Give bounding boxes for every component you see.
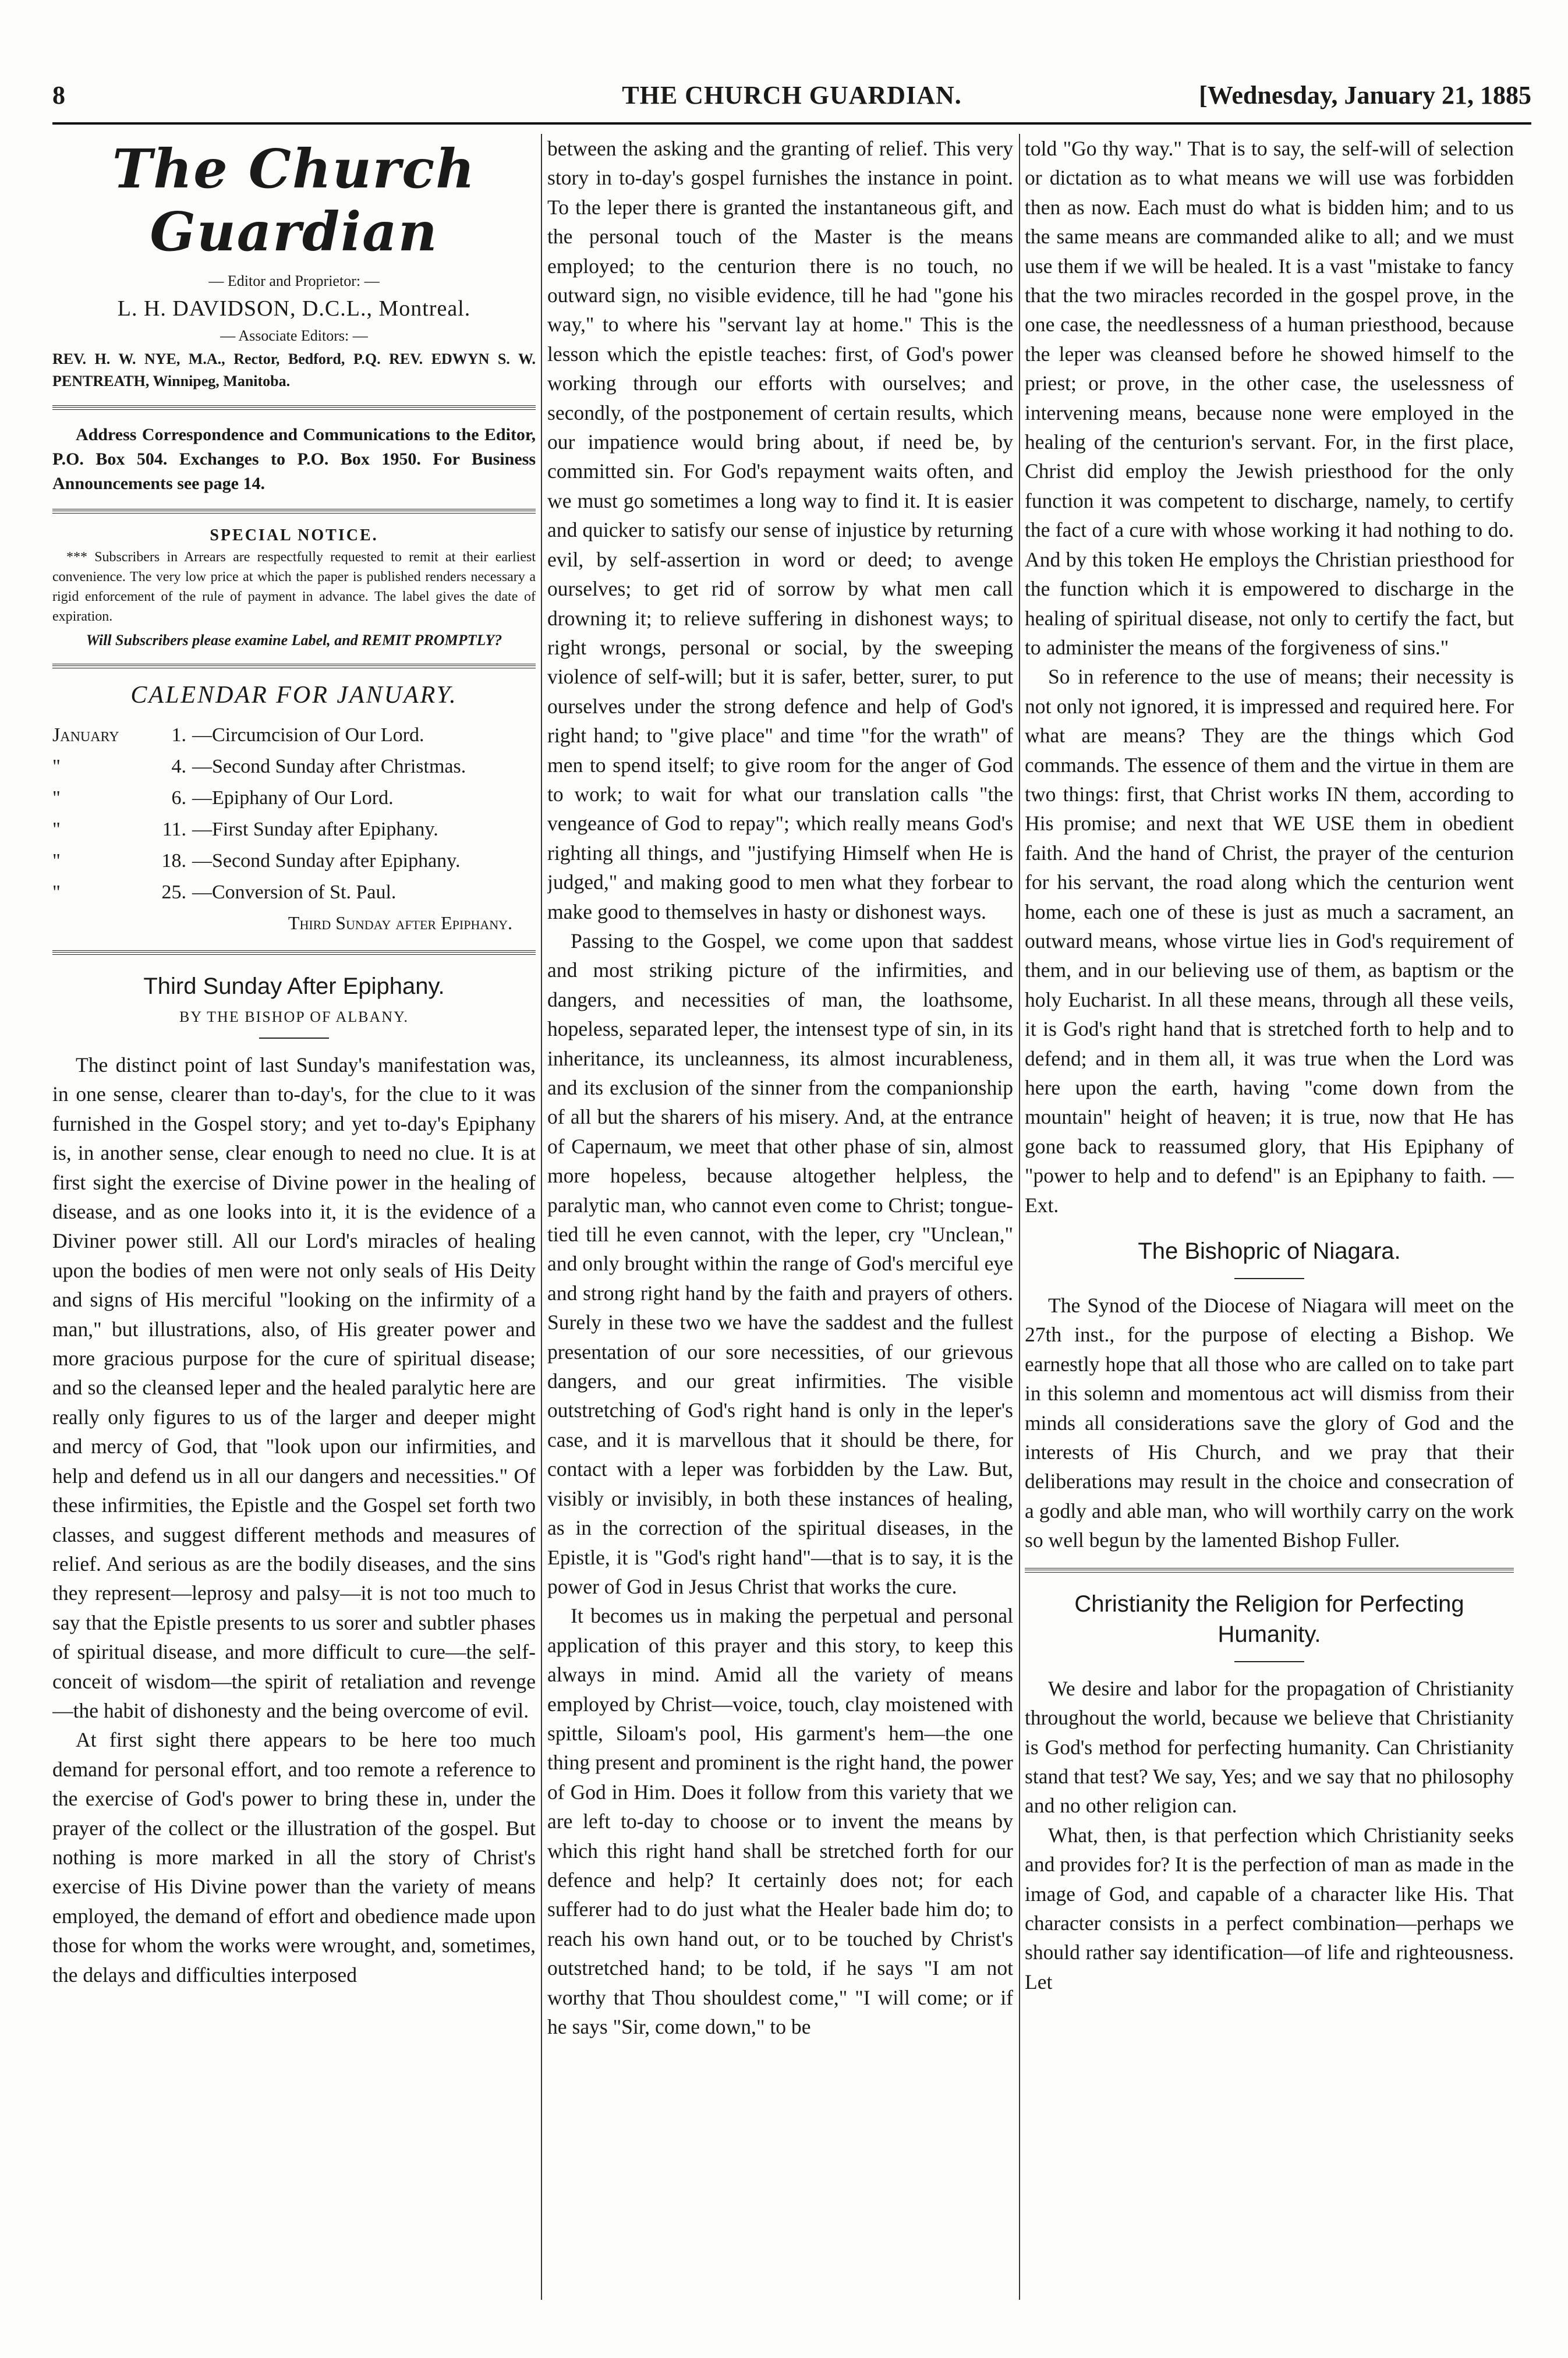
column-2 [547, 134, 1013, 2300]
column-3 [1025, 134, 1514, 2300]
short-rule [1234, 1278, 1304, 1279]
calendar-row [52, 814, 536, 845]
calendar-entry: —Second Sunday after Epiphany. [192, 850, 461, 872]
paper-title: THE CHURCH GUARDIAN. [622, 81, 962, 109]
article-paragraph: It becomes us in making the perpetual and personal application of this prayer and this story, to keep this always in mind. Amid all the variety of means employed by Christ—voice, touch, clay moistened with spittle, Siloam's pool, His garment's hem—the one thing present and prominent is the right hand, the power of God in Him. Does it follow from this variety that we are left to-day to choose or to invent the means by which this right hand shall be stretched forth for our defence and help? It certainly does not; for each sufferer had to do just what the Healer bade him do; to reach his own hand out, or to be touched by Christ's outstretched hand; to be told, if he says "I am not worthy that Thou shouldest come," "I will come; or if he says "Sir, come down," to be [547, 1604, 1013, 2038]
article-paragraph: At first sight there appears to be here too much demand for personal effort, and too remote a reference to the exercise of God's power to bring these in, under the prayer of the collect or the illustration of the gospel. But nothing is more marked in all the story of Christ's exercise of His Divine power than the variety of means employed, the demand of effort and obedience made upon those for whom the works were wrought, and, sometimes, the delays and difficulties interposed [52, 1728, 536, 1987]
calendar-ditto: " [52, 850, 61, 872]
calendar-extra: Third Sunday after Epiphany. [288, 912, 512, 933]
calendar-day: 1. [171, 724, 186, 746]
calendar-row [52, 783, 536, 814]
article-title: The Bishopric of Niagara. [1138, 1238, 1401, 1265]
notice-remit: Will Subscribers please examine Label, and REMIT PROMPTLY? [86, 632, 502, 649]
article-paragraph: Passing to the Gospel, we come upon that saddest and most striking picture of the infirmities, and dangers, and necessities of man, the loathsome, hopeless, separated leper, the intensest type of sin, in its inheritance, its uncleanness, its almost incurableness, and its exclusion of the sinner from the companionship of all but the sharers of his misery. And, at the entrance of Capernaum, we meet that other phase of sin, almost more hopeless, because altogether helpless, the paralytic man, who cannot even come to Christ; tongue-tied till he even cannot, with the leper, cry "Unclean," and only brought within the range of God's merciful eye and strong right hand by the faith and prayers of others. Surely in these two we have the saddest and the fullest presentation of our sore necessities, of our grievous dangers, and our great infirmities. The visible outstretching of God's right hand is only in the leper's case, and it is marvellous that it should be there, for contact with a leper was forbidden by the Law. But, visibly or invisibly, in both these instances of healing, as in the correction of the spiritual diseases, in the Epistle, it is "God's right hand"—that is to say, it is the power of God in Jesus Christ that works the cure. [547, 929, 1013, 1598]
editor-label: — Editor and Proprietor: — [208, 272, 380, 289]
calendar-entry: —First Sunday after Epiphany. [192, 819, 438, 840]
column-rule [541, 134, 542, 2300]
calendar-day: 25. [161, 881, 186, 903]
article-paragraph: So in reference to the use of means; their necessity is not only not ignored, it is impressed and required here. For what are means? They are the things which God commands. The essence of them and the virtue in them are two things: first, that Christ works IN them, according to His promise; and next that WE USE them in obedient faith. And the hand of Christ, the prayer of the centurion for his servant, the road along which the centurion went home, each one of these is just as much a sacrament, an outward means, whose virtue lies in God's requirement of them, and in our believing use of them, as baptism or the holy Eucharist. In all these means, through all these veils, it is God's right hand that is stretched forth to help and to defend; and in them all, it was true when the Lord was here upon the earth, having "come down from the mountain" height of heaven; it is true, now that He has gone back to reassumed glory, that His Epiphany of "power to help and to defend" is an Epiphany to faith. —Ext. [1025, 665, 1514, 1217]
calendar-entry: —Second Sunday after Christmas. [192, 756, 466, 777]
address-notice: Address Correspondence and Communications to the Editor, P.O. Box 504. Exchanges to P.O. Box 1950. For Business Announcements see page 14. [52, 425, 536, 493]
calendar-ditto: " [52, 787, 61, 809]
calendar-ditto: " [52, 819, 61, 840]
article-paragraph: The Synod of the Diocese of Niagara will meet on the 27th inst., for the purpose of electing a Bishop. We earnestly hope that all those who are called on to take part in this solemn and momentous act will dismiss from their minds all considerations save the glory of God and the interests of His Church, and we pray that their deliberations may result in the choice and consecration of a godly and able man, who will worthily carry on the work so well begun by the lamented Bishop Fuller. [1025, 1294, 1514, 1552]
calendar-day: 6. [171, 787, 186, 809]
page-number: 8 [52, 81, 65, 109]
article-paragraph: The distinct point of last Sunday's manifestation was, in one sense, clearer than to-day's, for the clue to it was furnished in the Gospel story; and yet to-day's Epiphany is, in another sense, clear enough to need no clue. It is at first sight the exercise of Divine power in the healing of disease, and as one looks into it, it is the evidence of a Diviner power still. All our Lord's miracles of healing upon the bodies of men were not only seals of His Deity and signs of His merciful "looking on the infirmity of a man," but illustrations, also, of His greater power and more gracious purpose for the cure of spiritual disease; and so the cleansed leper and the healed paralytic here are really only figures to us of the larger and deeper might and mercy of God, that "look upon our infirmities, and help and defend us in all our dangers and necessities." Of these infirmities, the Epistle and the Gospel set forth two classes, and suggest different methods and measures of relief. And serious as are the bodily diseases, and the sins they represent—leprosy and palsy—it is not too much to say that the Epistle presents to us sorer and subtler phases of spiritual disease, and more difficult to cure—the self-conceit of wisdom—the spirit of retaliation and revenge—the habit of dishonesty and the being overcome of evil. [52, 1053, 536, 1722]
associate-names: REV. H. W. NYE, M.A., Rector, Bedford, P.Q. REV. EDWYN S. W. PENTREATH, Winnipeg, Manitoba. [52, 350, 536, 390]
calendar-ditto: " [52, 881, 61, 903]
column-rule [1019, 134, 1020, 2300]
masthead-title: The Church Guardian [112, 137, 476, 263]
article-byline: BY THE BISHOP OF ALBANY. [179, 1008, 409, 1025]
calendar-day: 18. [161, 850, 186, 872]
calendar-row [52, 751, 536, 783]
calendar-entry: —Circumcision of Our Lord. [192, 724, 424, 746]
article-paragraph: We desire and labor for the propagation of Christianity throughout the world, because we believe that Christianity is God's method for perfecting humanity. Can Christianity stand that test? We say, Yes; and we say that no philosophy and no other religion can. [1025, 1676, 1514, 1818]
article-title: Christianity the Religion for Perfecting Humanity. [1074, 1591, 1464, 1647]
divider [52, 509, 536, 514]
article-paragraph: told "Go thy way." That is to say, the self-will of selection or dictation as to what means we will use was forbidden then as now. Each must do what is bidden him; and to us the same means are commanded alike to all; and we must use them if we will be healed. It is a vast "mistake to fancy that the two miracles recorded in the gospel prove, in the one case, the needlessness of a human priesthood, because the leper was cleansed before he showed himself to the priest; or prove, in the other case, the uselessness of intervening means, because none were employed in the healing of the centurion's servant. For, in the first place, Christ did employ the Jewish priesthood for the only function it was competent to discharge, namely, to certify the fact of a cure with whose working it had nothing to do. And by this token He employs the Christian priesthood for the function which it is empowered to discharge in the healing of spiritual disease, not only to certify the fact, but to administer the means of the forgiveness of sins." [1025, 137, 1514, 659]
calendar-row [52, 720, 536, 751]
calendar-entry: —Conversion of St. Paul. [192, 881, 397, 903]
editor-name: L. H. DAVIDSON, D.C.L., Montreal. [117, 296, 471, 321]
calendar-row [52, 877, 536, 908]
calendar-day: 11. [162, 819, 186, 840]
divider [52, 664, 536, 668]
article-title: Third Sunday After Epiphany. [143, 973, 445, 999]
notice-body: *** Subscribers in Arrears are respectfully requested to remit at their earliest convenience. The very low price at which the paper is published renders necessary a rigid enforcement of the rule of payment in advance. The label gives the date of expiration. [52, 550, 536, 624]
divider [52, 405, 536, 410]
calendar-entry: —Epiphany of Our Lord. [192, 787, 394, 809]
issue-date: [Wednesday, January 21, 1885 [1199, 81, 1531, 109]
running-head [52, 80, 1531, 115]
calendar-day: 4. [171, 756, 186, 777]
calendar-title: CALENDAR FOR JANUARY. [130, 682, 458, 709]
associate-label: — Associate Editors: — [220, 327, 368, 344]
calendar-ditto: " [52, 756, 61, 777]
divider [52, 950, 536, 955]
calendar-month: January [52, 724, 119, 746]
divider [1025, 1568, 1514, 1573]
article-paragraph: What, then, is that perfection which Christianity seeks and provides for? It is the perfection of man as made in the image of God, and capable of a character like His. That character consists in a perfect combination—perhaps we should rather say identification—of life and righteousness. Let [1025, 1823, 1514, 1994]
short-rule [1234, 1661, 1304, 1662]
column-1 [52, 134, 536, 2300]
notice-title: SPECIAL NOTICE. [210, 526, 378, 544]
header-rule [52, 122, 1531, 125]
short-rule [259, 1038, 329, 1039]
article-paragraph: between the asking and the granting of relief. This very story in to-day's gospel furnishes the instance in point. To the leper there is granted the instantaneous gift, and the personal touch of the Master is the means employed; to the centurion there is no touch, no outward sign, no visible evidence, till he had "gone his way," to where his "servant lay at home." This is the lesson which the epistle teaches: first, of God's power working through our efforts with ourselves; and secondly, of the postponement of certain results, which our impatience would bring about, if need be, by committed sin. For God's repayment waits often, and we must go sometimes a long way to find it. It is easier and quicker to satisfy our sense of injustice by returning evil, by self-assertion in word or deed; to avenge ourselves; to get rid of sorrow by what men call drowning it; to relieve suffering in dishonest ways; to right wrongs, personal or social, by the sweeping violence of self-will; but it is safer, better, surer, to put ourselves under the strong defence and help of God's right hand; to "give place" and time "for the wrath" of men to spend itself; to give room for the anger of God to work; to wait for what our translation calls "the vengeance of God to repay"; which really means God's righting all things, and "justifying Himself when He is judged," and making good to men what they forbear to make good to themselves in hasty or dishonest ways. [547, 137, 1013, 923]
calendar-row [52, 845, 536, 877]
